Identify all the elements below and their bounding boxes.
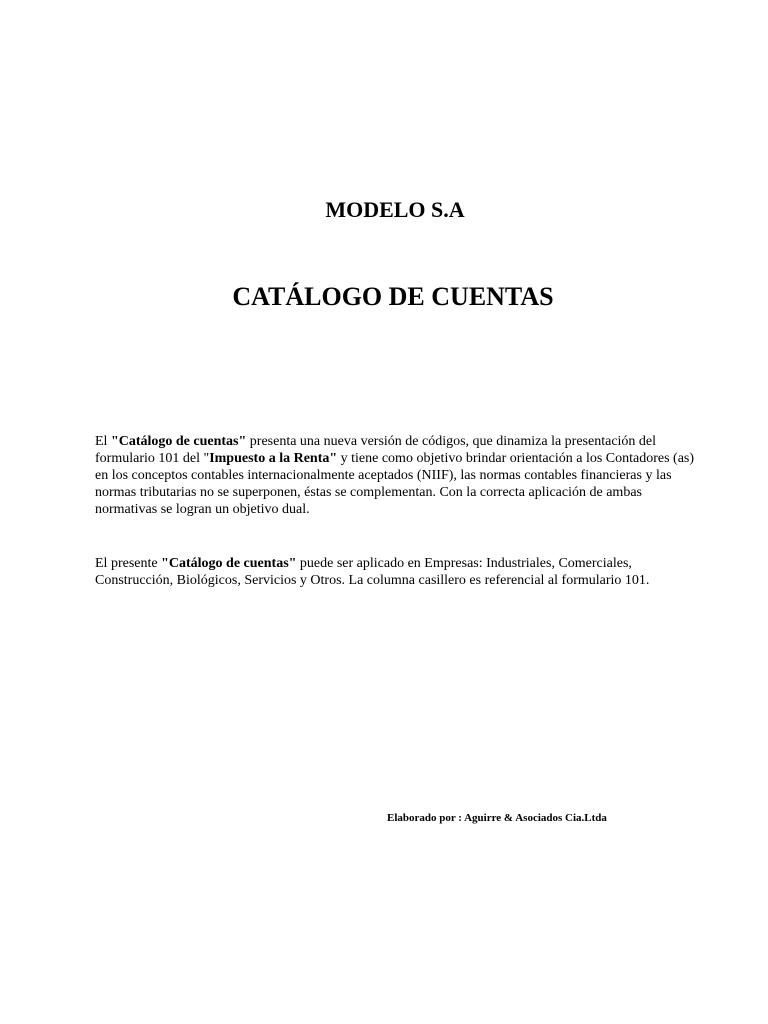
usage-paragraph bbox=[95, 555, 705, 589]
document-title: CATÁLOGO DE CUENTAS bbox=[232, 282, 554, 311]
usage-bold-catalog: "Catálogo de cuentas" bbox=[161, 556, 297, 571]
intro-bold-tax: Impuesto a la Renta" bbox=[209, 451, 338, 466]
intro-text-3: y tiene como objetivo brindar orientación a los Contadores (as) en los conceptos contables internacionalmente aceptados (NIIF), las normas contables financieras y las normas tributarias no se superponen, éstas se complementan. Con la correcta aplicación de ambas normativas se logran un objetivo dual. bbox=[95, 451, 695, 517]
intro-text-2: presenta una nueva versión de códigos, que dinamiza la presentación del formulario 101 del " bbox=[95, 434, 657, 466]
intro-paragraph bbox=[95, 433, 705, 518]
usage-text-1: El presente bbox=[95, 556, 162, 571]
company-name: MODELO S.A bbox=[325, 197, 465, 222]
intro-text-1: El bbox=[95, 434, 111, 449]
intro-bold-catalog: "Catálogo de cuentas" bbox=[110, 434, 247, 449]
usage-text-2: puede ser aplicado en Empresas: Industriales, Comerciales, Construcción, Biológicos, Servicios y Otros. La columna casillero es referencial al formulario 101. bbox=[95, 556, 650, 588]
author-signature: Elaborado por : Aguirre & Asociados Cia.Ltda bbox=[387, 812, 607, 824]
